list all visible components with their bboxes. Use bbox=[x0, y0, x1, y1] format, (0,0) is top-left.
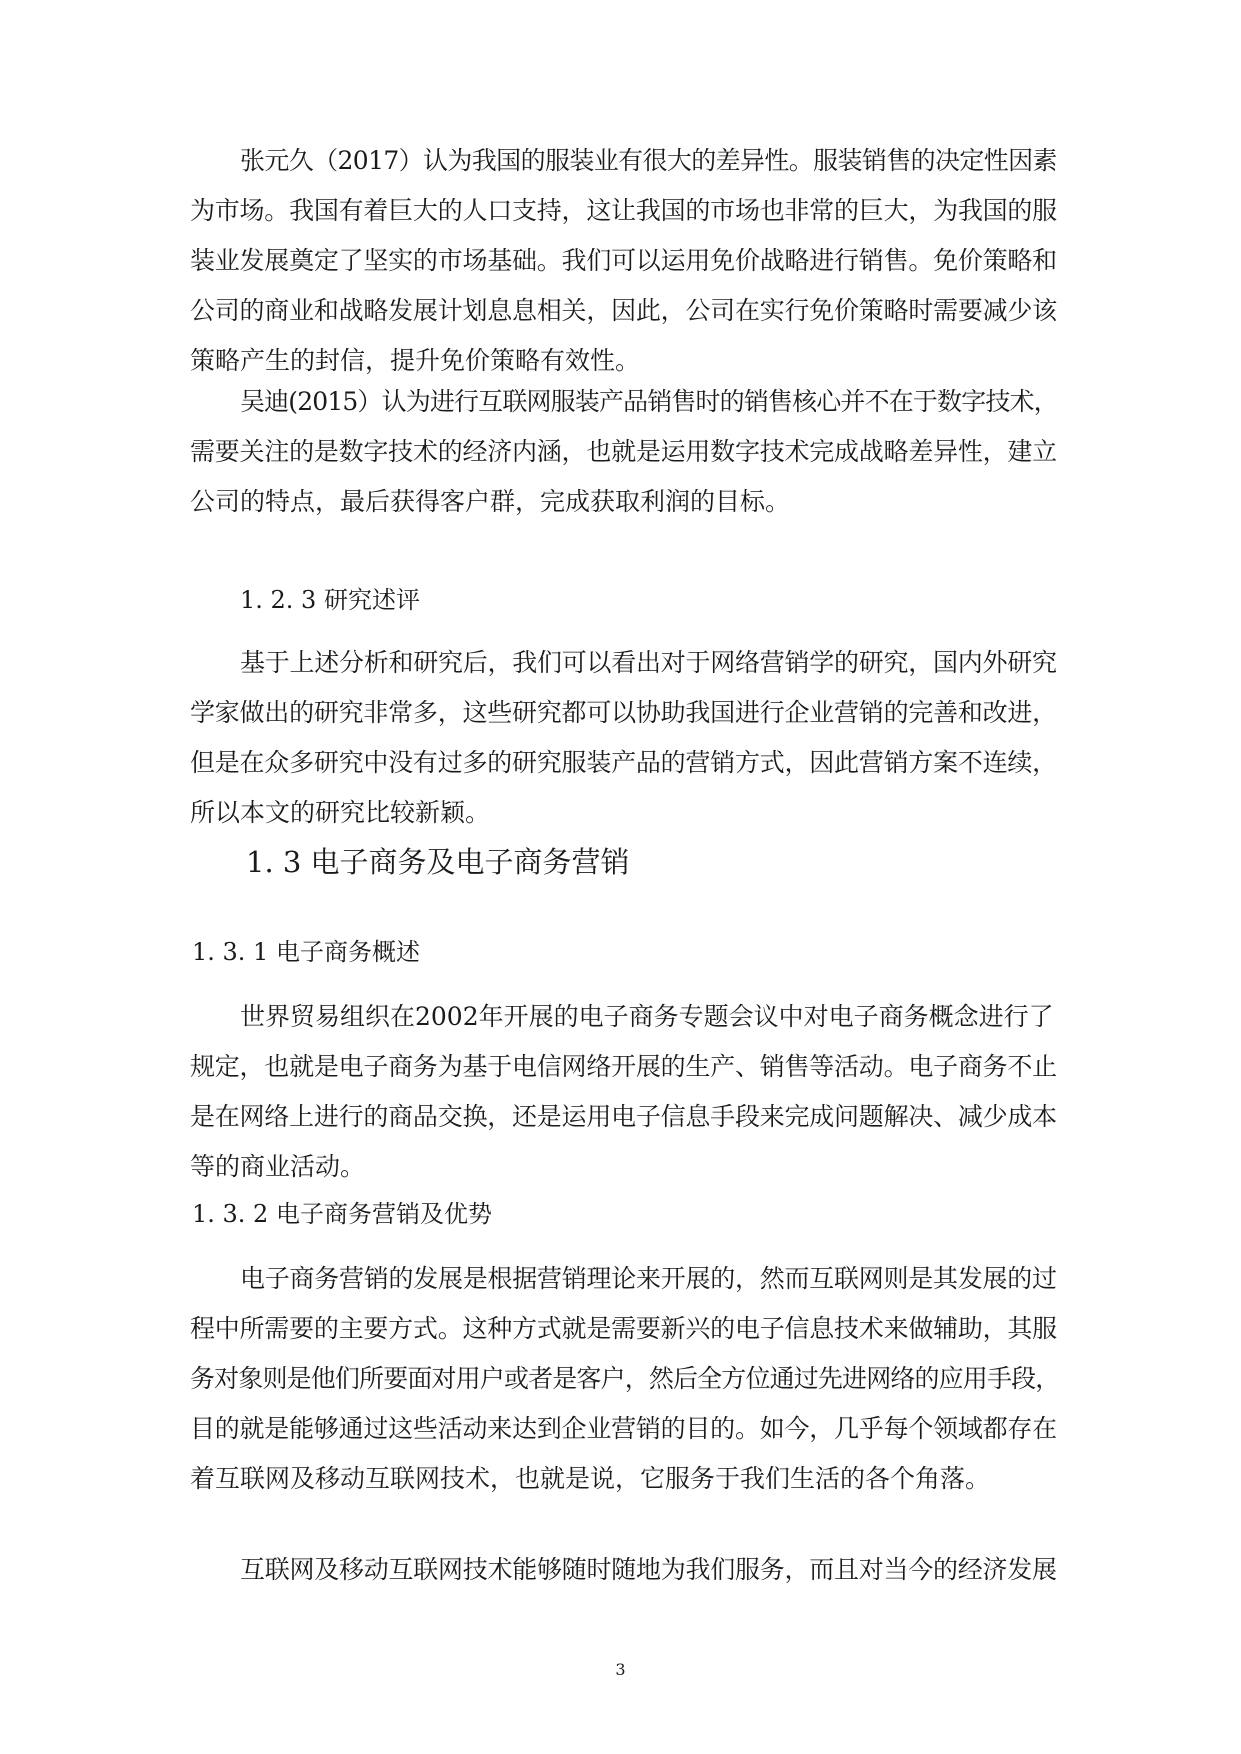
paragraph-line: 所以本文的研究比较新颖。 bbox=[190, 798, 491, 827]
section-heading-1-3-2: 1. 3. 2 电子商务营销及优势 bbox=[192, 1200, 492, 1228]
paragraph-line: 目的就是能够通过这些活动来达到企业营销的目的。如今，几乎每个领域都存在 bbox=[190, 1414, 1057, 1443]
paragraph-ecommerce-marketing bbox=[190, 1254, 1060, 1504]
paragraph-line: 电子商务营销的发展是根据营销理论来开展的，然而互联网则是其发展的过 bbox=[240, 1264, 1057, 1293]
paragraph-line: 公司的特点，最后获得客户群，完成获取利润的目标。 bbox=[190, 487, 791, 516]
paragraph-line: 需要关注的是数字技术的经济内涵，也就是运用数字技术完成战略差异性，建立 bbox=[190, 437, 1057, 466]
page-number: 3 bbox=[615, 1660, 626, 1679]
paragraph-line: 公司的商业和战略发展计划息息相关，因此，公司在实行免价策略时需要减少该 bbox=[190, 296, 1057, 325]
paragraph-line: 务对象则是他们所要面对用户或者是客户，然后全方位通过先进网络的应用手段， bbox=[190, 1364, 1060, 1393]
paragraph-line: 张元久（2017）认为我国的服装业有很大的差异性。服装销售的决定性因素 bbox=[240, 146, 1057, 175]
paragraph-line: 互联网及移动互联网技术能够随时随地为我们服务，而且对当今的经济发展 bbox=[240, 1555, 1057, 1584]
paragraph-line: 等的商业活动。 bbox=[190, 1152, 366, 1181]
paragraph-line: 装业发展奠定了坚实的市场基础。我们可以运用免价战略进行销售。免价策略和 bbox=[190, 246, 1057, 275]
paragraph-ecommerce-overview bbox=[190, 992, 1056, 1192]
paragraph-line: 但是在众多研究中没有过多的研究服装产品的营销方式，因此营销方案不连续， bbox=[190, 748, 1057, 777]
paragraph-line: 着互联网及移动互联网技术，也就是说，它服务于我们生活的各个角落。 bbox=[190, 1464, 991, 1493]
paragraph-line: 为市场。我国有着巨大的人口支持，这让我国的市场也非常的巨大，为我国的服 bbox=[190, 196, 1057, 225]
paragraph-line: 程中所需要的主要方式。这种方式就是需要新兴的电子信息技术来做辅助，其服 bbox=[190, 1314, 1057, 1343]
paragraph-line: 世界贸易组织在2002年开展的电子商务专题会议中对电子商务概念进行了 bbox=[240, 1002, 1054, 1031]
paragraph-line: 策略产生的封信，提升免价策略有效性。 bbox=[190, 346, 641, 375]
paragraph-research-review bbox=[190, 638, 1056, 838]
paragraph-line: 规定，也就是电子商务为基于电信网络开展的生产、销售等活动。电子商务不止 bbox=[190, 1052, 1057, 1081]
section-heading-1-2-3: 1. 2. 3 研究述评 bbox=[240, 586, 420, 614]
paragraph-line: 吴迪(2015）认为进行互联网服装产品销售时的销售核心并不在于数字技术， bbox=[240, 387, 1058, 416]
section-heading-1-3: 1. 3 电子商务及电子商务营销 bbox=[246, 845, 630, 879]
paragraph-line: 学家做出的研究非常多，这些研究都可以协助我国进行企业营销的完善和改进， bbox=[190, 698, 1057, 727]
paragraph-mobile-internet bbox=[190, 1545, 1056, 1595]
paragraph-line: 是在网络上进行的商品交换，还是运用电子信息手段来完成问题解决、减少成本 bbox=[190, 1102, 1057, 1131]
paragraph-wu-di bbox=[190, 377, 1056, 527]
paragraph-zhang-yuanjiu bbox=[190, 136, 1056, 386]
section-heading-1-3-1: 1. 3. 1 电子商务概述 bbox=[192, 938, 420, 966]
paragraph-line: 基于上述分析和研究后，我们可以看出对于网络营销学的研究，国内外研究 bbox=[240, 648, 1057, 677]
